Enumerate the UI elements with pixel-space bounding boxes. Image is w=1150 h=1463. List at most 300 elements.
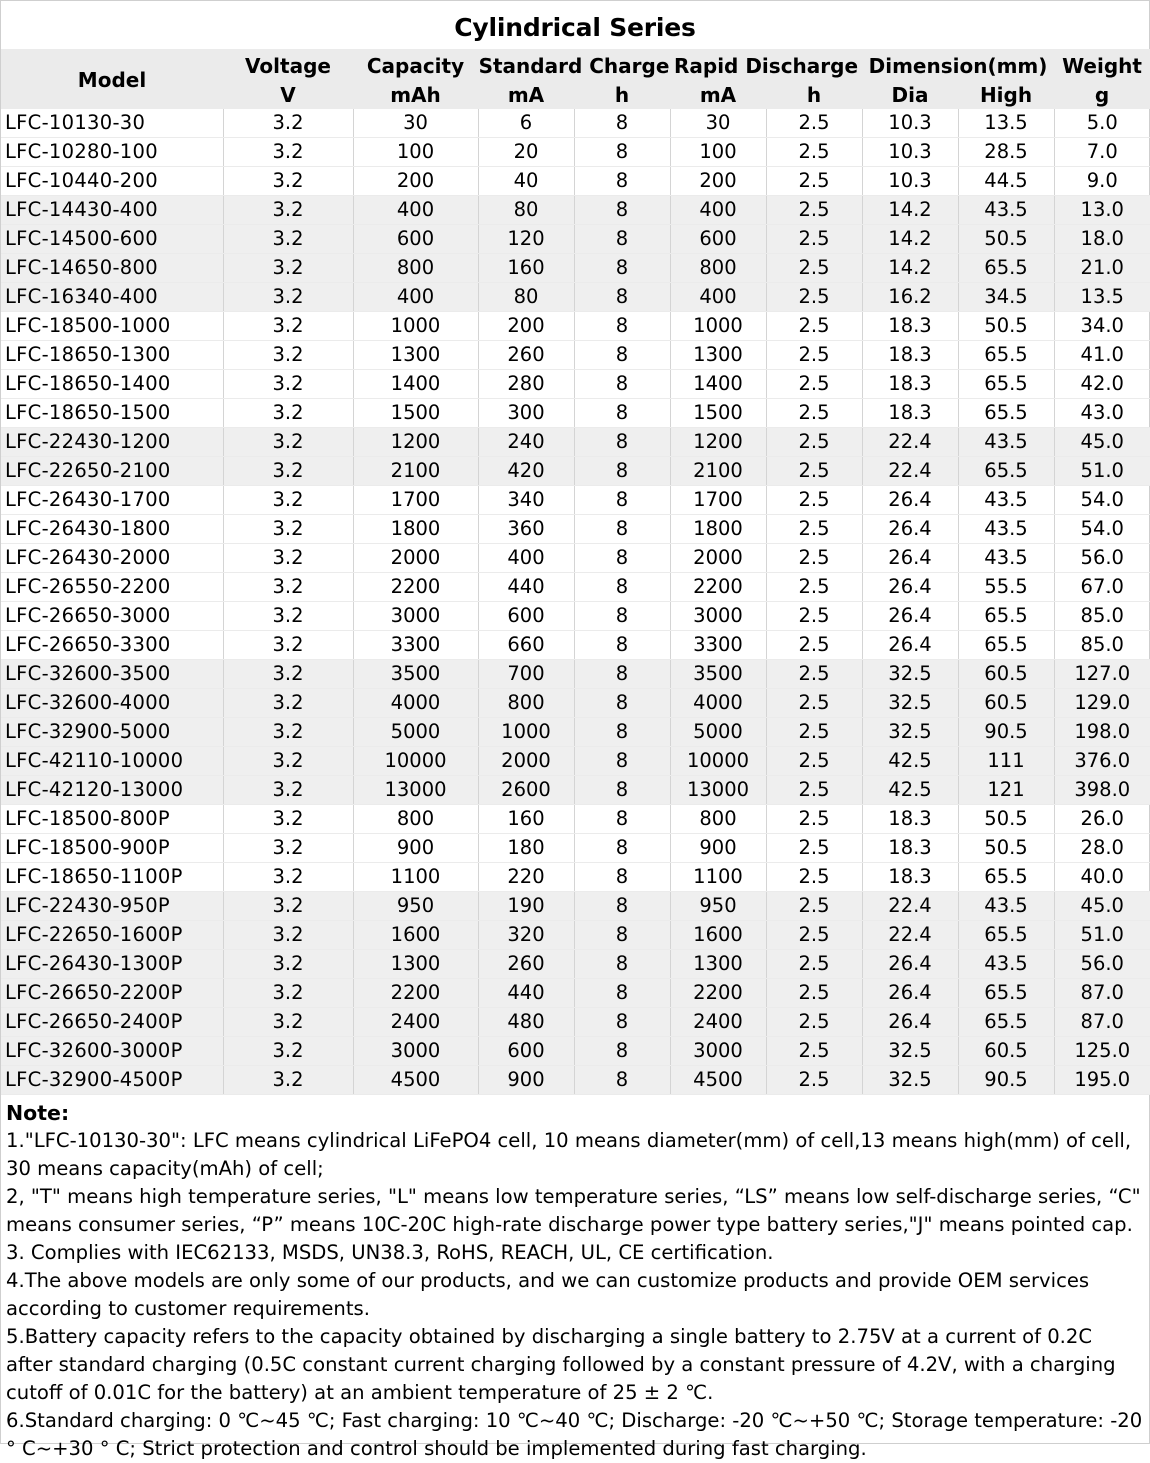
cell-rd-time: 2.5 [766, 225, 862, 254]
cell-sc-time: 8 [574, 515, 670, 544]
cell-rd-time: 2.5 [766, 689, 862, 718]
cell-rd-current: 2200 [670, 979, 766, 1008]
cell-sc-current: 260 [478, 341, 574, 370]
header-capacity-unit: mAh [353, 81, 478, 109]
header-capacity: Capacity [353, 49, 478, 81]
cell-rd-time: 2.5 [766, 312, 862, 341]
cell-weight: 45.0 [1054, 892, 1150, 921]
cell-dia: 10.3 [862, 167, 958, 196]
cell-high: 50.5 [958, 312, 1054, 341]
note-line: 4.The above models are only some of our products, and we can customize products and provide OEM services according to customer requirements. [6, 1269, 1090, 1320]
cell-model: LFC-32600-3500 [1, 660, 223, 689]
cell-rd-time: 2.5 [766, 805, 862, 834]
note-line: 2, "T" means high temperature series, "L" means low temperature series, “LS” means low self-discharge series, “C" means consumer series, “P” means 10C-20C high-rate discharge power type battery series,"J" means pointed cap. [6, 1185, 1141, 1236]
cell-sc-time: 8 [574, 341, 670, 370]
cell-high: 50.5 [958, 834, 1054, 863]
table-row [1, 370, 1150, 399]
cell-weight: 28.0 [1054, 834, 1150, 863]
cell-high: 13.5 [958, 109, 1054, 138]
cell-weight: 87.0 [1054, 979, 1150, 1008]
note-line: 3. Complies with IEC62133, MSDS, UN38.3, RoHS, REACH, UL, CE certification. [6, 1241, 774, 1264]
cell-capacity: 2400 [353, 1008, 478, 1037]
cell-weight: 195.0 [1054, 1066, 1150, 1095]
cell-dia: 26.4 [862, 486, 958, 515]
cell-rd-time: 2.5 [766, 167, 862, 196]
table-header [1, 49, 1150, 109]
cell-voltage: 3.2 [223, 805, 353, 834]
cell-sc-current: 600 [478, 1037, 574, 1066]
cell-sc-current: 6 [478, 109, 574, 138]
cell-capacity: 3000 [353, 602, 478, 631]
cell-voltage: 3.2 [223, 718, 353, 747]
cell-sc-time: 8 [574, 660, 670, 689]
cell-sc-time: 8 [574, 486, 670, 515]
cell-high: 65.5 [958, 1008, 1054, 1037]
cell-voltage: 3.2 [223, 312, 353, 341]
cell-weight: 127.0 [1054, 660, 1150, 689]
cell-capacity: 1200 [353, 428, 478, 457]
cell-capacity: 10000 [353, 747, 478, 776]
cell-high: 44.5 [958, 167, 1054, 196]
cell-sc-time: 8 [574, 544, 670, 573]
cell-rd-time: 2.5 [766, 1037, 862, 1066]
cell-dia: 18.3 [862, 863, 958, 892]
cell-capacity: 400 [353, 196, 478, 225]
table-row [1, 776, 1150, 805]
cell-voltage: 3.2 [223, 660, 353, 689]
cell-high: 65.5 [958, 631, 1054, 660]
cell-high: 60.5 [958, 660, 1054, 689]
cell-rd-current: 2400 [670, 1008, 766, 1037]
cell-sc-current: 440 [478, 979, 574, 1008]
table-row [1, 950, 1150, 979]
cell-rd-current: 100 [670, 138, 766, 167]
cell-high: 65.5 [958, 979, 1054, 1008]
cell-model: LFC-26650-2200P [1, 979, 223, 1008]
cell-dia: 10.3 [862, 109, 958, 138]
cell-high: 43.5 [958, 486, 1054, 515]
note-line: 1."LFC-10130-30": LFC means cylindrical LiFePO4 cell, 10 means diameter(mm) of cell,13 means high(mm) of cell, 30 means capacity(mAh) of cell; [6, 1129, 1132, 1180]
cell-sc-current: 340 [478, 486, 574, 515]
cell-model: LFC-22650-2100 [1, 457, 223, 486]
cell-voltage: 3.2 [223, 370, 353, 399]
cell-high: 65.5 [958, 863, 1054, 892]
cell-sc-current: 700 [478, 660, 574, 689]
cell-voltage: 3.2 [223, 1008, 353, 1037]
cell-voltage: 3.2 [223, 225, 353, 254]
cell-model: LFC-32600-4000 [1, 689, 223, 718]
cell-high: 43.5 [958, 950, 1054, 979]
cell-voltage: 3.2 [223, 776, 353, 805]
cell-sc-current: 200 [478, 312, 574, 341]
cell-sc-time: 8 [574, 573, 670, 602]
cell-sc-current: 440 [478, 573, 574, 602]
cell-voltage: 3.2 [223, 399, 353, 428]
table-row [1, 1008, 1150, 1037]
table-row [1, 225, 1150, 254]
cell-model: LFC-10130-30 [1, 109, 223, 138]
cell-sc-current: 120 [478, 225, 574, 254]
cell-high: 43.5 [958, 515, 1054, 544]
cell-capacity: 1100 [353, 863, 478, 892]
cell-voltage: 3.2 [223, 950, 353, 979]
cell-rd-time: 2.5 [766, 660, 862, 689]
cell-sc-time: 8 [574, 254, 670, 283]
cell-rd-time: 2.5 [766, 283, 862, 312]
table-row [1, 863, 1150, 892]
table-body [1, 109, 1150, 1095]
cell-sc-current: 420 [478, 457, 574, 486]
cell-high: 43.5 [958, 428, 1054, 457]
cell-dia: 14.2 [862, 225, 958, 254]
cell-model: LFC-26550-2200 [1, 573, 223, 602]
cell-rd-time: 2.5 [766, 747, 862, 776]
cell-weight: 51.0 [1054, 457, 1150, 486]
cell-high: 90.5 [958, 718, 1054, 747]
cell-dia: 42.5 [862, 747, 958, 776]
cell-voltage: 3.2 [223, 863, 353, 892]
cell-rd-time: 2.5 [766, 834, 862, 863]
cell-sc-current: 20 [478, 138, 574, 167]
cell-sc-current: 180 [478, 834, 574, 863]
cell-rd-time: 2.5 [766, 486, 862, 515]
cell-rd-current: 10000 [670, 747, 766, 776]
cell-capacity: 1400 [353, 370, 478, 399]
cell-rd-time: 2.5 [766, 863, 862, 892]
cell-rd-current: 5000 [670, 718, 766, 747]
table-row [1, 312, 1150, 341]
header-dia-unit: Dia [862, 81, 958, 109]
table-row [1, 921, 1150, 950]
cell-capacity: 1300 [353, 341, 478, 370]
cell-model: LFC-32900-4500P [1, 1066, 223, 1095]
cell-rd-current: 900 [670, 834, 766, 863]
note-line: 5.Battery capacity refers to the capacity obtained by discharging a single battery to 2.75V at a current of 0.2C after standard charging (0.5C constant current charging followed by a constant pressure of 4.2V, with a charging cutoff of 0.01C for the battery) at an ambient temperature of 25 ± 2 ℃. [6, 1325, 1116, 1404]
cell-capacity: 1700 [353, 486, 478, 515]
cell-dia: 26.4 [862, 573, 958, 602]
header-weight: Weight [1054, 49, 1150, 81]
cell-model: LFC-18650-1100P [1, 863, 223, 892]
cell-sc-current: 1000 [478, 718, 574, 747]
cell-dia: 10.3 [862, 138, 958, 167]
cell-capacity: 3000 [353, 1037, 478, 1066]
cell-rd-current: 800 [670, 254, 766, 283]
cell-dia: 26.4 [862, 950, 958, 979]
cell-high: 43.5 [958, 892, 1054, 921]
table-row [1, 515, 1150, 544]
cell-sc-current: 360 [478, 515, 574, 544]
cell-high: 50.5 [958, 805, 1054, 834]
table-row [1, 834, 1150, 863]
cell-sc-time: 8 [574, 1008, 670, 1037]
cell-sc-time: 8 [574, 225, 670, 254]
cell-weight: 198.0 [1054, 718, 1150, 747]
cell-rd-current: 1500 [670, 399, 766, 428]
cell-sc-time: 8 [574, 921, 670, 950]
cell-high: 65.5 [958, 921, 1054, 950]
cell-model: LFC-18500-900P [1, 834, 223, 863]
cell-model: LFC-26650-2400P [1, 1008, 223, 1037]
cell-model: LFC-18500-1000 [1, 312, 223, 341]
cell-rd-current: 3300 [670, 631, 766, 660]
cell-dia: 26.4 [862, 602, 958, 631]
cell-sc-current: 2600 [478, 776, 574, 805]
cell-model: LFC-18650-1400 [1, 370, 223, 399]
cell-rd-time: 2.5 [766, 370, 862, 399]
header-rapid-discharge: Rapid Discharge [670, 49, 862, 81]
cell-dia: 32.5 [862, 689, 958, 718]
cell-rd-time: 2.5 [766, 109, 862, 138]
cell-sc-time: 8 [574, 631, 670, 660]
cell-sc-current: 320 [478, 921, 574, 950]
cell-high: 34.5 [958, 283, 1054, 312]
cell-rd-time: 2.5 [766, 979, 862, 1008]
cell-sc-current: 280 [478, 370, 574, 399]
header-voltage: Voltage [223, 49, 353, 81]
cell-rd-time: 2.5 [766, 544, 862, 573]
cell-sc-current: 40 [478, 167, 574, 196]
header-sc-time-unit: h [574, 81, 670, 109]
cell-rd-current: 4000 [670, 689, 766, 718]
cell-high: 111 [958, 747, 1054, 776]
cell-rd-time: 2.5 [766, 1066, 862, 1095]
cell-capacity: 1600 [353, 921, 478, 950]
cell-rd-current: 3000 [670, 1037, 766, 1066]
cell-sc-current: 80 [478, 283, 574, 312]
cell-capacity: 2200 [353, 979, 478, 1008]
cell-dia: 14.2 [862, 254, 958, 283]
cell-sc-time: 8 [574, 863, 670, 892]
cell-dia: 22.4 [862, 457, 958, 486]
cell-weight: 376.0 [1054, 747, 1150, 776]
cell-weight: 45.0 [1054, 428, 1150, 457]
cell-sc-time: 8 [574, 602, 670, 631]
cell-high: 121 [958, 776, 1054, 805]
cell-capacity: 600 [353, 225, 478, 254]
cell-sc-time: 8 [574, 979, 670, 1008]
cell-capacity: 200 [353, 167, 478, 196]
cell-weight: 13.5 [1054, 283, 1150, 312]
cell-dia: 26.4 [862, 979, 958, 1008]
cell-rd-time: 2.5 [766, 1008, 862, 1037]
cell-capacity: 3500 [353, 660, 478, 689]
cell-sc-time: 8 [574, 834, 670, 863]
cell-capacity: 1300 [353, 950, 478, 979]
cell-sc-time: 8 [574, 196, 670, 225]
cell-rd-current: 1300 [670, 950, 766, 979]
cell-voltage: 3.2 [223, 486, 353, 515]
cell-rd-current: 13000 [670, 776, 766, 805]
table-row [1, 254, 1150, 283]
cell-voltage: 3.2 [223, 892, 353, 921]
cell-model: LFC-26430-1700 [1, 486, 223, 515]
cell-capacity: 2200 [353, 573, 478, 602]
cell-rd-current: 2100 [670, 457, 766, 486]
cell-capacity: 1800 [353, 515, 478, 544]
cell-rd-time: 2.5 [766, 950, 862, 979]
cell-dia: 22.4 [862, 428, 958, 457]
cell-high: 65.5 [958, 457, 1054, 486]
cell-high: 65.5 [958, 254, 1054, 283]
table-row [1, 399, 1150, 428]
cell-model: LFC-16340-400 [1, 283, 223, 312]
cell-high: 65.5 [958, 370, 1054, 399]
table-row [1, 457, 1150, 486]
header-dimension: Dimension(mm) [862, 49, 1054, 81]
cell-capacity: 400 [353, 283, 478, 312]
cell-sc-time: 8 [574, 1037, 670, 1066]
cell-rd-current: 1800 [670, 515, 766, 544]
cell-rd-time: 2.5 [766, 602, 862, 631]
cell-sc-current: 220 [478, 863, 574, 892]
cell-weight: 129.0 [1054, 689, 1150, 718]
table-row [1, 283, 1150, 312]
cell-rd-current: 1400 [670, 370, 766, 399]
cell-rd-current: 1300 [670, 341, 766, 370]
cell-rd-current: 400 [670, 196, 766, 225]
cell-sc-current: 600 [478, 602, 574, 631]
cell-model: LFC-26650-3300 [1, 631, 223, 660]
cell-voltage: 3.2 [223, 602, 353, 631]
cell-model: LFC-22430-950P [1, 892, 223, 921]
cell-rd-current: 600 [670, 225, 766, 254]
cell-model: LFC-42110-10000 [1, 747, 223, 776]
cell-voltage: 3.2 [223, 428, 353, 457]
cell-voltage: 3.2 [223, 515, 353, 544]
cell-high: 65.5 [958, 399, 1054, 428]
cell-voltage: 3.2 [223, 1037, 353, 1066]
cell-weight: 54.0 [1054, 486, 1150, 515]
cell-capacity: 4000 [353, 689, 478, 718]
cell-rd-current: 2200 [670, 573, 766, 602]
cell-rd-current: 3500 [670, 660, 766, 689]
cell-sc-time: 8 [574, 892, 670, 921]
table-row [1, 689, 1150, 718]
cell-sc-time: 8 [574, 776, 670, 805]
cell-voltage: 3.2 [223, 747, 353, 776]
cell-capacity: 13000 [353, 776, 478, 805]
cell-sc-time: 8 [574, 457, 670, 486]
cell-model: LFC-18650-1300 [1, 341, 223, 370]
cell-dia: 18.3 [862, 370, 958, 399]
cell-sc-current: 80 [478, 196, 574, 225]
cell-sc-time: 8 [574, 109, 670, 138]
cell-dia: 26.4 [862, 544, 958, 573]
cell-weight: 56.0 [1054, 544, 1150, 573]
cell-rd-time: 2.5 [766, 254, 862, 283]
cell-model: LFC-18500-800P [1, 805, 223, 834]
cell-weight: 56.0 [1054, 950, 1150, 979]
cell-model: LFC-14430-400 [1, 196, 223, 225]
cell-sc-time: 8 [574, 950, 670, 979]
cell-model: LFC-26430-2000 [1, 544, 223, 573]
cell-sc-current: 400 [478, 544, 574, 573]
notes-section [1, 1095, 1149, 1463]
cell-weight: 21.0 [1054, 254, 1150, 283]
cell-model: LFC-32600-3000P [1, 1037, 223, 1066]
cell-weight: 5.0 [1054, 109, 1150, 138]
table-row [1, 747, 1150, 776]
cell-weight: 9.0 [1054, 167, 1150, 196]
cell-weight: 13.0 [1054, 196, 1150, 225]
cell-model: LFC-18650-1500 [1, 399, 223, 428]
cell-capacity: 2100 [353, 457, 478, 486]
cell-sc-time: 8 [574, 689, 670, 718]
cell-sc-current: 300 [478, 399, 574, 428]
cell-capacity: 800 [353, 805, 478, 834]
cell-sc-time: 8 [574, 428, 670, 457]
cell-high: 60.5 [958, 689, 1054, 718]
cell-sc-current: 800 [478, 689, 574, 718]
header-standard-charge: Standard Charge [478, 49, 670, 81]
cell-model: LFC-10440-200 [1, 167, 223, 196]
cell-high: 65.5 [958, 602, 1054, 631]
cell-dia: 18.3 [862, 834, 958, 863]
cell-model: LFC-22430-1200 [1, 428, 223, 457]
cell-sc-time: 8 [574, 399, 670, 428]
table-row [1, 1037, 1150, 1066]
cell-rd-current: 1000 [670, 312, 766, 341]
notes-heading: Note: [6, 1101, 70, 1125]
cell-rd-current: 950 [670, 892, 766, 921]
cell-rd-current: 200 [670, 167, 766, 196]
cell-rd-current: 800 [670, 805, 766, 834]
cell-model: LFC-10280-100 [1, 138, 223, 167]
cell-model: LFC-42120-13000 [1, 776, 223, 805]
cell-model: LFC-22650-1600P [1, 921, 223, 950]
table-row [1, 573, 1150, 602]
cell-sc-time: 8 [574, 1066, 670, 1095]
cell-high: 50.5 [958, 225, 1054, 254]
cell-rd-time: 2.5 [766, 399, 862, 428]
cell-voltage: 3.2 [223, 979, 353, 1008]
header-weight-unit: g [1054, 81, 1150, 109]
cell-high: 43.5 [958, 196, 1054, 225]
cell-sc-time: 8 [574, 283, 670, 312]
cell-capacity: 2000 [353, 544, 478, 573]
table-row [1, 341, 1150, 370]
cell-dia: 16.2 [862, 283, 958, 312]
cell-dia: 18.3 [862, 399, 958, 428]
cell-dia: 26.4 [862, 515, 958, 544]
table-row [1, 892, 1150, 921]
cell-weight: 34.0 [1054, 312, 1150, 341]
cell-weight: 51.0 [1054, 921, 1150, 950]
cell-capacity: 5000 [353, 718, 478, 747]
cell-weight: 40.0 [1054, 863, 1150, 892]
cell-rd-time: 2.5 [766, 631, 862, 660]
cell-voltage: 3.2 [223, 689, 353, 718]
cell-dia: 26.4 [862, 631, 958, 660]
cell-rd-current: 2000 [670, 544, 766, 573]
page-title: Cylindrical Series [454, 13, 696, 42]
table-row [1, 544, 1150, 573]
cell-rd-current: 4500 [670, 1066, 766, 1095]
cell-sc-current: 2000 [478, 747, 574, 776]
cell-voltage: 3.2 [223, 1066, 353, 1095]
cell-voltage: 3.2 [223, 167, 353, 196]
table-row [1, 718, 1150, 747]
header-rd-time-unit: h [766, 81, 862, 109]
cell-rd-time: 2.5 [766, 196, 862, 225]
cell-voltage: 3.2 [223, 254, 353, 283]
table-row [1, 486, 1150, 515]
cell-model: LFC-14500-600 [1, 225, 223, 254]
table-row [1, 196, 1150, 225]
table-row [1, 138, 1150, 167]
cell-rd-time: 2.5 [766, 892, 862, 921]
cell-rd-time: 2.5 [766, 138, 862, 167]
